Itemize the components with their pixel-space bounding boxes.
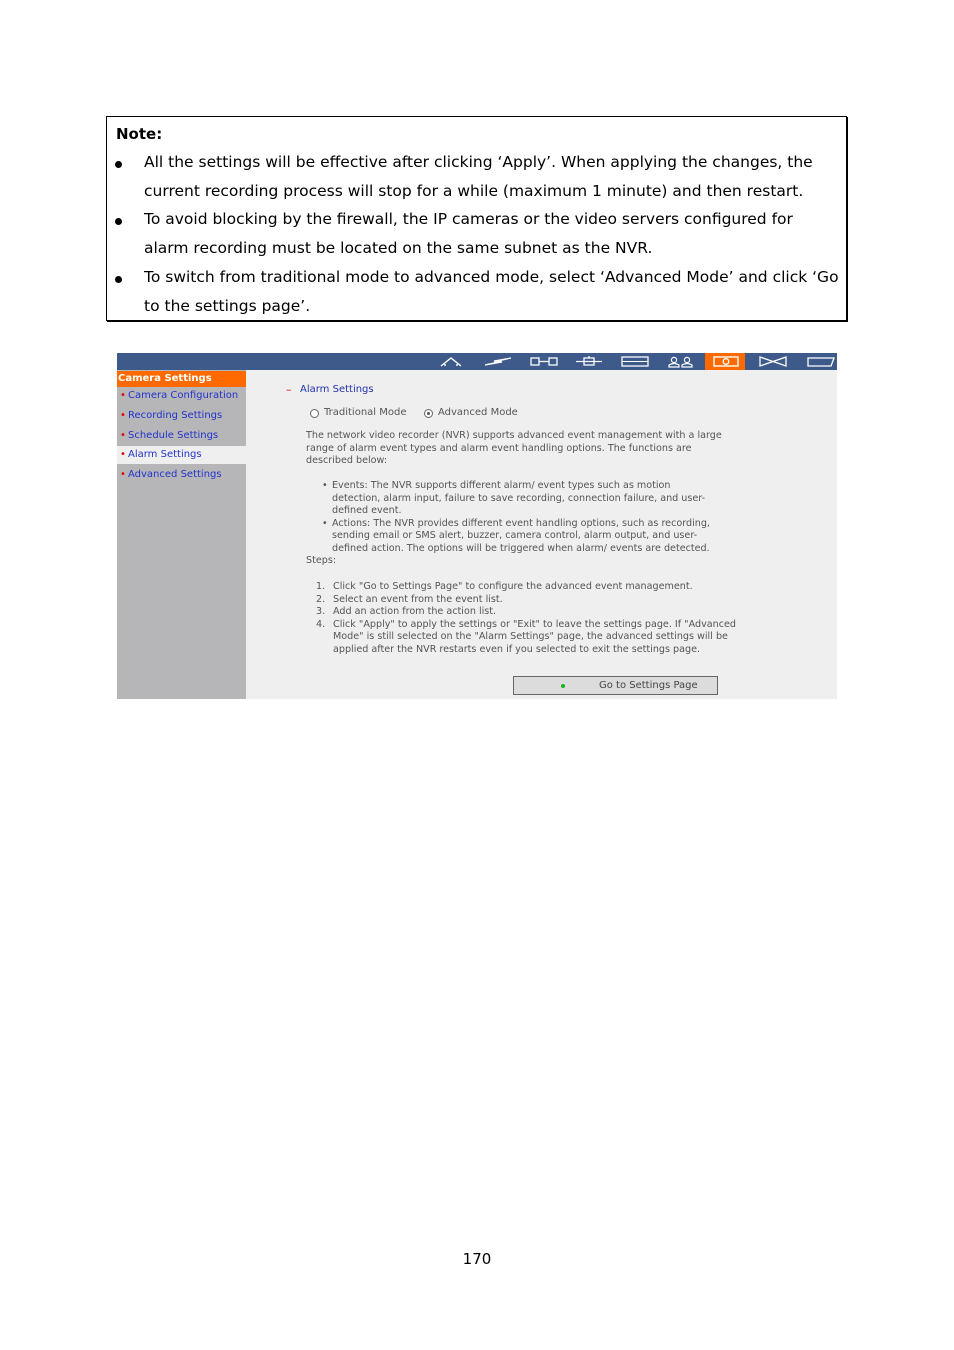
toolbar: [117, 353, 837, 370]
steps-heading: Steps:: [306, 555, 337, 566]
bullet-icon: [115, 276, 122, 283]
step-text: Click "Go to Settings Page" to configure the advanced event management.: [333, 581, 693, 592]
bullet-icon: •: [120, 390, 126, 401]
note-item-text: To switch from traditional mode to advanced mode, select ‘Advanced Mode’ and click ‘Go to the settings page’.: [144, 268, 839, 315]
list-item: 4. Click "Apply" to apply the settings or "Exit" to leave the settings page. If "Advanced Mode" is still selected on the "Alarm Settings" page, the advanced settings will be applied after the NVR restarts even if you selected to exit the settings page.: [316, 618, 736, 655]
device-icon[interactable]: [575, 355, 603, 368]
bullet-icon: [115, 218, 122, 225]
feature-list: [320, 480, 720, 555]
bullet-icon: [115, 161, 122, 168]
section-title: Alarm Settings: [300, 384, 374, 395]
note-item-text: To avoid blocking by the firewall, the IP cameras or the video servers configured for alarm recording must be located on the same subnet as the NVR.: [144, 210, 793, 257]
list-item-text: Events: The NVR supports different alarm/ event types such as motion detection, alarm input, failure to save recording, connection failure, and user-defined event.: [332, 480, 706, 516]
logs-icon[interactable]: [807, 355, 835, 368]
system-icon[interactable]: [529, 355, 559, 368]
camera-icon[interactable]: [713, 355, 739, 368]
note-box: [106, 116, 847, 321]
sidebar-item-advanced-settings[interactable]: [117, 466, 246, 484]
sidebar-item-label: Schedule Settings: [128, 430, 219, 441]
sidebar-item-schedule-settings[interactable]: [117, 427, 246, 445]
tools-icon[interactable]: [759, 355, 787, 368]
bullet-icon: •: [120, 449, 126, 460]
list-item: 1. Click "Go to Settings Page" to configure the advanced event management.: [316, 581, 693, 592]
status-dot-icon: [561, 684, 565, 688]
sidebar: [117, 370, 246, 699]
sidebar-item-label: Alarm Settings: [128, 449, 202, 460]
list-item-text: Actions: The NVR provides different event handling options, such as recording, sending email or SMS alert, buzzer, camera control, alarm output, and user-defined action. The options will be triggered when alarm/ events are detected.: [332, 517, 710, 554]
bullet-icon: •: [120, 410, 126, 421]
list-item: • Events: The NVR supports different alarm/ event types such as motion detection, alarm input, failure to save recording, connection failure, and user-defined event.: [322, 480, 706, 516]
home-icon[interactable]: [439, 355, 463, 368]
steps-list: [316, 581, 736, 656]
list-item: 3. Add an action from the action list.: [316, 606, 497, 617]
sidebar-item-label: Recording Settings: [128, 410, 223, 421]
sidebar-item-alarm-settings[interactable]: [117, 446, 246, 464]
note-item-text: All the settings will be effective after clicking ‘Apply’. When applying the changes, the current recording process will stop for a while (maximum 1 minute) and then restart.: [144, 153, 813, 200]
sidebar-item-camera-configuration[interactable]: [117, 387, 246, 405]
collapse-icon[interactable]: –: [286, 383, 292, 396]
bullet-icon: •: [120, 430, 126, 441]
radio-label: Traditional Mode: [324, 407, 407, 418]
radio-label: Advanced Mode: [438, 407, 518, 418]
list-item: 2. Select an event from the event list.: [316, 593, 503, 605]
network-icon[interactable]: [483, 355, 513, 368]
main-content: [246, 370, 837, 699]
storage-icon[interactable]: [621, 355, 649, 368]
bullet-icon: •: [120, 469, 126, 480]
sidebar-heading: Camera Settings: [117, 371, 246, 387]
sidebar-item-label: Advanced Settings: [128, 469, 222, 480]
nvr-screenshot: [117, 353, 837, 699]
intro-text: The network video recorder (NVR) supports advanced event management with a large range of alarm event types and alarm event handling options. The functions are described below:: [306, 430, 722, 466]
users-icon[interactable]: [667, 355, 695, 368]
go-to-settings-button[interactable]: [513, 676, 718, 695]
radio-checked-icon: [424, 409, 433, 418]
list-item: • Actions: The NVR provides different event handling options, such as recording, sending email or SMS alert, buzzer, camera control, alarm output, and user-defined action. The options will be triggered when alarm/ events are detected.: [322, 517, 710, 554]
sidebar-item-label: Camera Configuration: [128, 390, 239, 401]
step-text: Select an event from the event list.: [333, 593, 503, 605]
button-label: Go to Settings Page: [599, 680, 698, 691]
sidebar-item-recording-settings[interactable]: [117, 407, 246, 425]
page-number: 170: [462, 1250, 492, 1268]
radio-unchecked-icon: [310, 409, 319, 418]
note-title: Note:: [116, 125, 163, 143]
step-text: Click "Apply" to apply the settings or "Exit" to leave the settings page. If "Advanced Mode" is still selected on the "Alarm Settings" page, the advanced settings will be applied after the NVR restarts even if you selected to exit the settings page.: [333, 618, 736, 655]
step-text: Add an action from the action list.: [333, 606, 497, 617]
